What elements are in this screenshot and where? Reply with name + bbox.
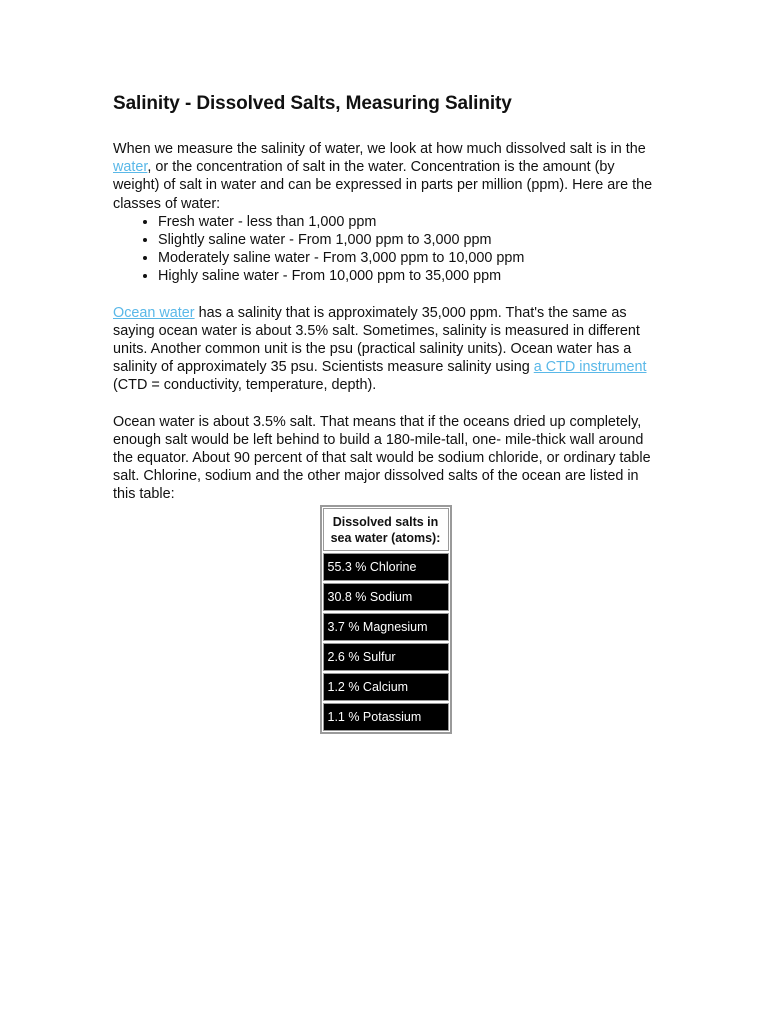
table-row: 1.2 % Calcium xyxy=(323,673,449,701)
intro-text-start: When we measure the salinity of water, we look at how much dissolved salt is in the xyxy=(113,141,646,157)
list-item: • Moderately saline water - From 3,000 ppm to 10,000 ppm xyxy=(158,249,658,267)
list-item: • Highly saline water - From 10,000 ppm to 35,000 ppm xyxy=(158,267,658,285)
table-row: 1.1 % Potassium xyxy=(323,703,449,731)
salt-wall-paragraph: Ocean water is about 3.5% salt. That means that if the oceans dried up completely, enough salt would be left behind to build a 180-mile-tall, one- mile-thick wall around the equator. About 90 percent of that salt would be sodium chloride, or ordinary table salt. Chlorine, sodium and the other major dissolved salts of the ocean are listed in this table: xyxy=(113,413,651,503)
table-row: 3.7 % Magnesium xyxy=(323,613,449,641)
ctd-instrument-link[interactable]: a CTD instrument xyxy=(533,359,647,376)
ocean-water-link[interactable]: Ocean water xyxy=(113,304,195,321)
table-header: Dissolved salts in sea water (atoms): xyxy=(323,508,449,551)
table-row: 55.3 % Chlorine xyxy=(323,553,449,581)
list-item: • Fresh water - less than 1,000 ppm xyxy=(158,213,658,231)
list-item: • Slightly saline water - From 1,000 ppm to 3,000 ppm xyxy=(158,231,658,249)
table-row: 2.6 % Sulfur xyxy=(323,643,449,671)
dissolved-salts-table xyxy=(320,505,452,734)
water-link[interactable]: water xyxy=(113,159,148,176)
intro-text-end: , or the concentration of salt in the water. Concentration is the amount (by weight) of salt in water and can be expressed in parts per million (ppm). Here are the classes of water: xyxy=(113,159,653,212)
ocean-salinity-text: has a salinity that is approximately 35,000 ppm. That's the same as saying ocean water is about 3.5% salt. Sometimes, salinity is measured in different units. Another common unit is the psu (practical salinity units). Ocean water has a salinity of approximately 35 psu. Scientists measure salinity using xyxy=(113,304,640,376)
ctd-definition-text: (CTD = conductivity, temperature, depth). xyxy=(113,377,377,394)
page-title: Salinity - Dissolved Salts, Measuring Salinity xyxy=(113,93,512,114)
intro-paragraph xyxy=(113,140,658,213)
document-page xyxy=(113,90,658,734)
table-row: 30.8 % Sodium xyxy=(323,583,449,611)
ocean-salinity-paragraph xyxy=(113,304,658,395)
water-classes-list xyxy=(113,213,658,286)
